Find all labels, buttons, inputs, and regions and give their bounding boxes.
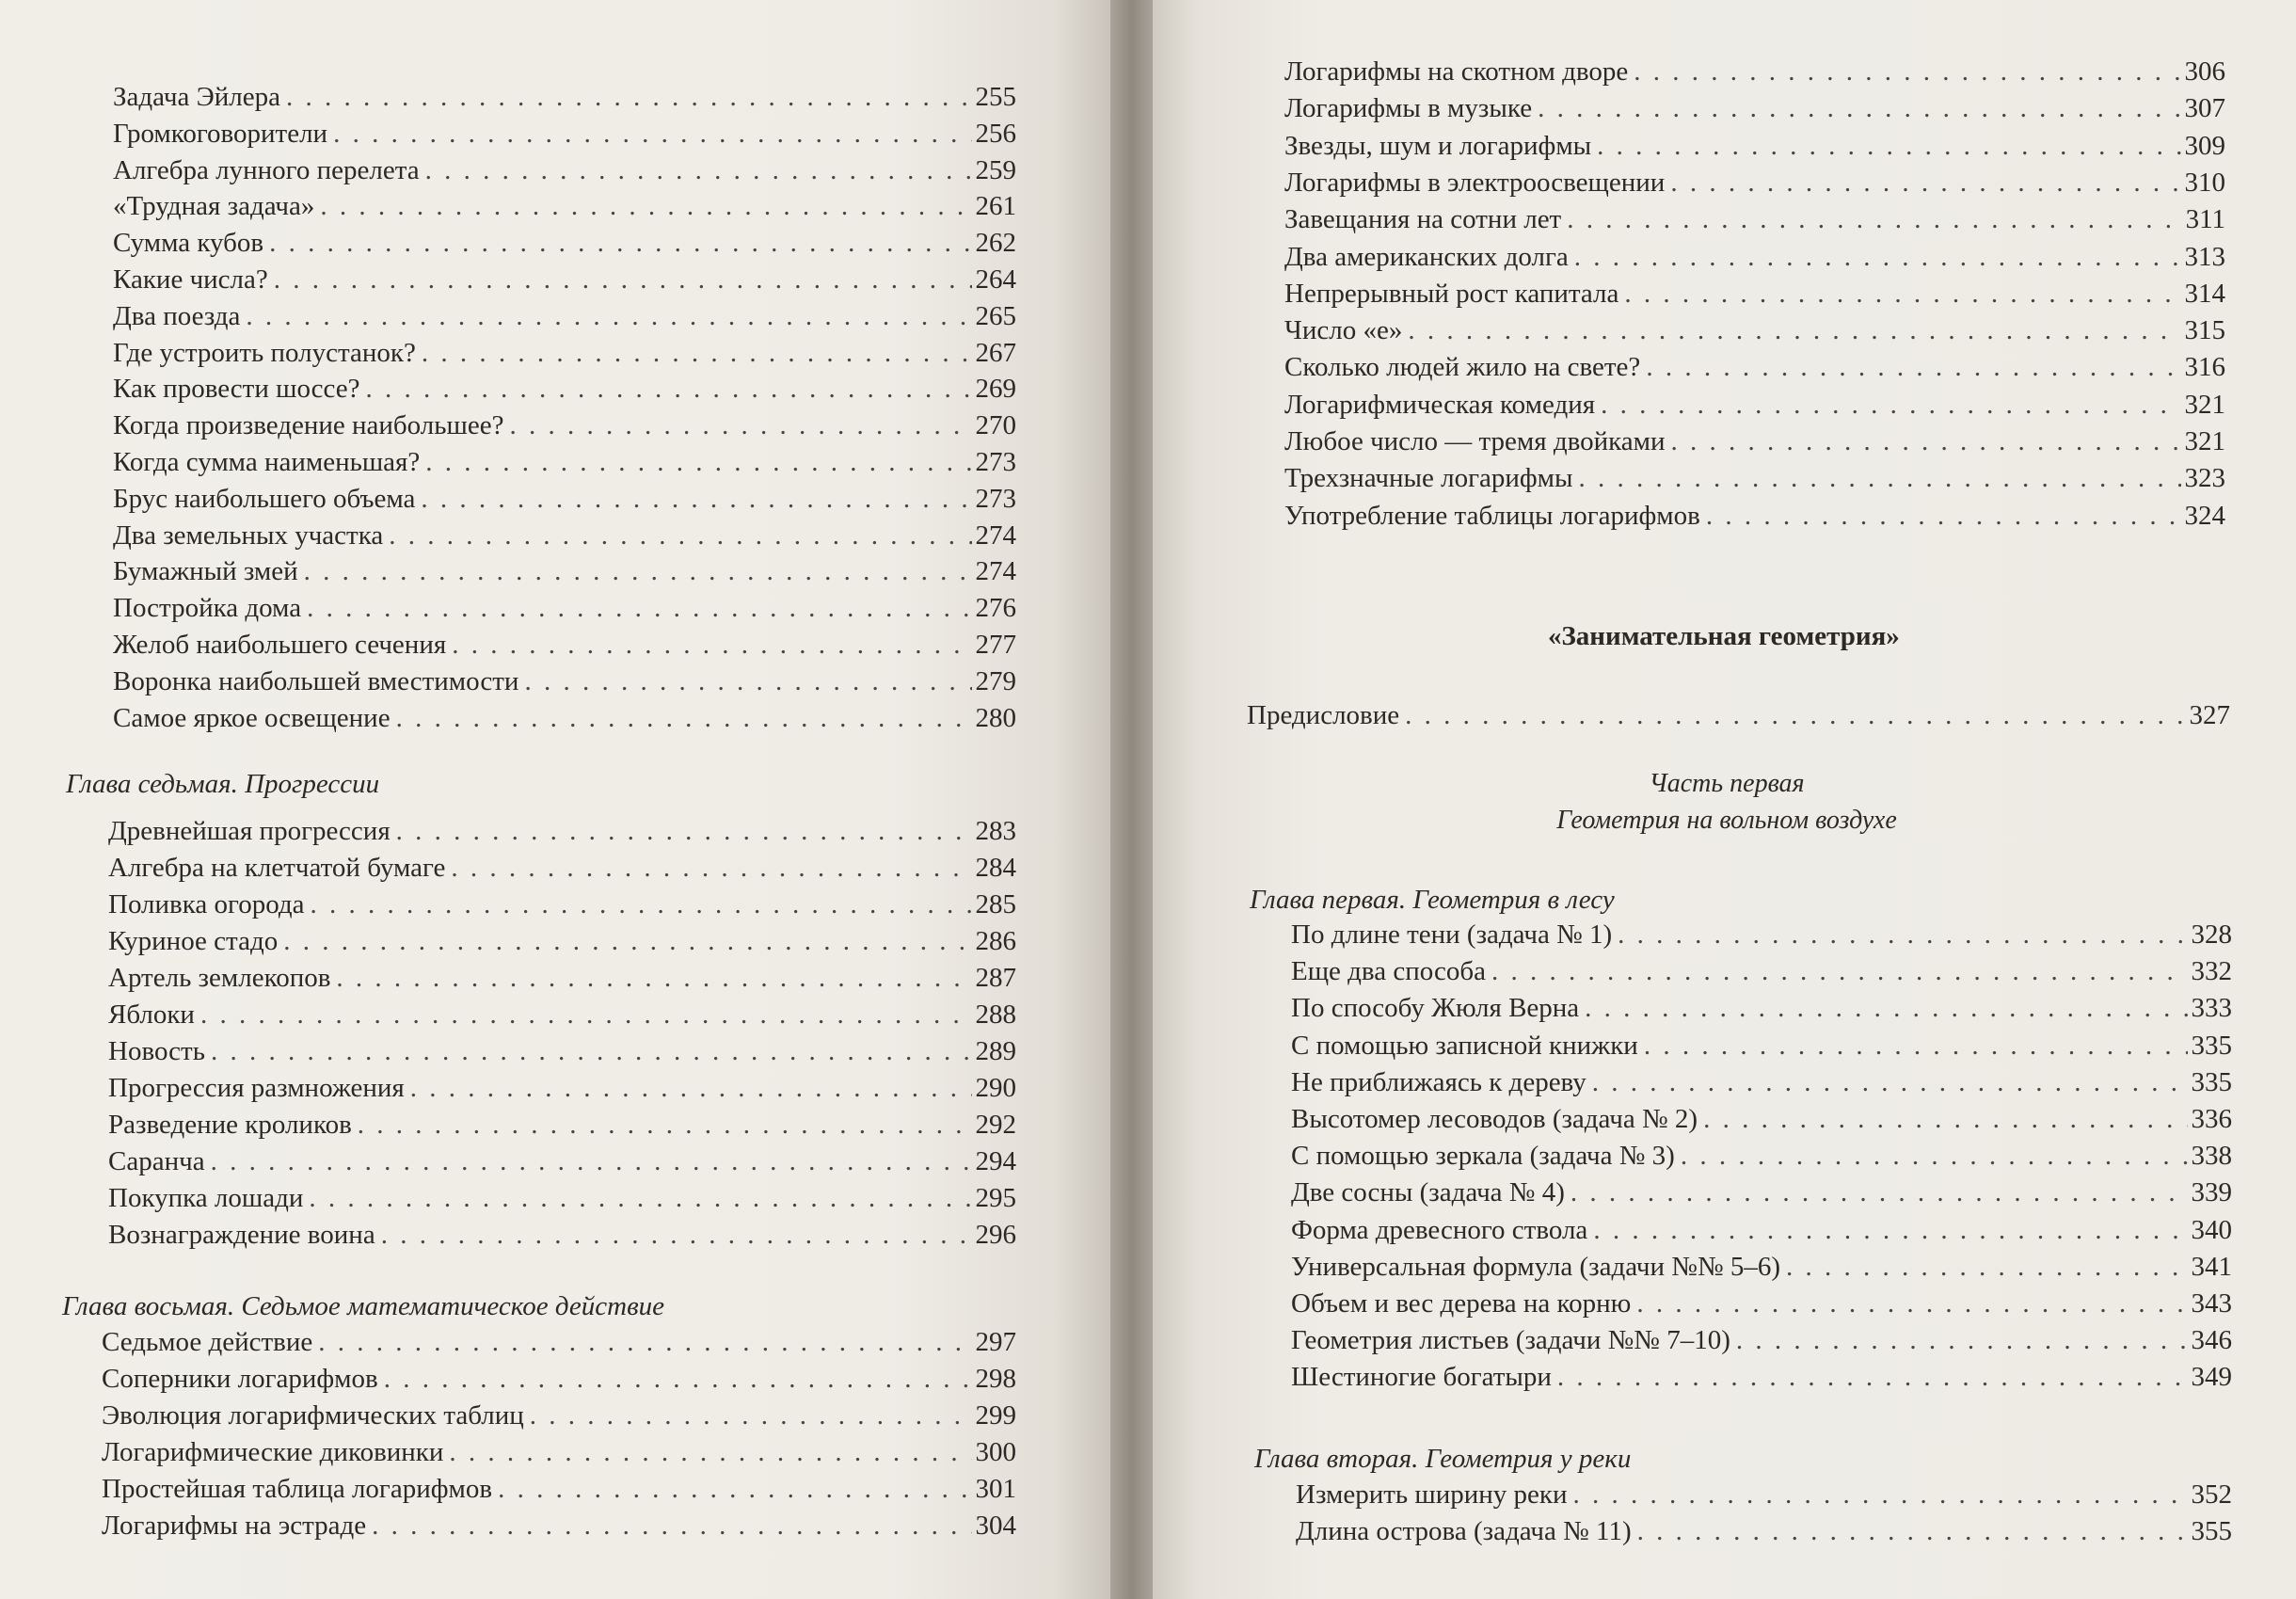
- toc-entry: [1284, 202, 2225, 236]
- toc-entry: [113, 445, 1016, 479]
- toc-entry: [1291, 1102, 2232, 1136]
- toc-entry-page-number: 333: [2191, 993, 2232, 1024]
- dot-leader: [269, 226, 971, 260]
- toc-entry: [1291, 1323, 2232, 1357]
- toc-entry-title: Объем и вес дерева на корню: [1291, 1288, 1632, 1319]
- toc-entry: [102, 1472, 1016, 1506]
- dot-leader: [336, 961, 971, 995]
- toc-entry-page-number: 270: [975, 410, 1016, 441]
- toc-entry-title: Соперники логарифмов: [102, 1364, 378, 1394]
- toc-entry-page-number: 307: [2184, 93, 2225, 124]
- toc-entry-page-number: 316: [2184, 352, 2225, 383]
- toc-entry-title: Два поезда: [113, 300, 241, 331]
- toc-entry-page-number: 274: [975, 556, 1016, 587]
- toc-entry: [102, 1325, 1016, 1359]
- toc-entry: [113, 189, 1016, 223]
- toc-entry-page-number: 274: [975, 520, 1016, 551]
- toc-entry-page-number: 265: [975, 300, 1016, 331]
- toc-entry-page-number: 284: [975, 853, 1016, 883]
- toc-entry-page-number: 261: [975, 191, 1016, 222]
- toc-entry: [1284, 388, 2225, 422]
- toc-entry: [113, 664, 1016, 698]
- toc-entry-title: Сумма кубов: [113, 228, 264, 259]
- dot-leader: [530, 1399, 972, 1432]
- dot-leader: [1670, 166, 2180, 200]
- toc-entry-page-number: 287: [975, 963, 1016, 993]
- toc-entry-page-number: 292: [975, 1110, 1016, 1140]
- dot-leader: [1644, 1029, 2188, 1063]
- toc-entry-page-number: 352: [2191, 1479, 2232, 1510]
- toc-entry-title: Куриное стадо: [108, 926, 279, 956]
- toc-entry: [1291, 1250, 2232, 1284]
- toc-entry-page-number: 255: [975, 82, 1016, 112]
- toc-entry-page-number: 340: [2191, 1214, 2232, 1245]
- toc-entry-page-number: 269: [975, 374, 1016, 405]
- dot-leader: [1597, 129, 2180, 163]
- dot-leader: [389, 519, 971, 552]
- toc-entry: [108, 998, 1016, 1031]
- toc-entry-title: Употребление таблицы логарифмов: [1284, 500, 1700, 531]
- toc-entry-page-number: 311: [2185, 204, 2225, 235]
- toc-entry-title: Яблоки: [108, 999, 195, 1030]
- dot-leader: [358, 1108, 972, 1142]
- toc-entry-title: Две сосны (задача № 4): [1291, 1177, 1565, 1208]
- dot-leader: [1574, 240, 2181, 274]
- toc-entry-title: По способу Жюля Верна: [1291, 993, 1580, 1024]
- toc-entry: [102, 1362, 1016, 1396]
- toc-entry: [1296, 1514, 2232, 1548]
- toc-entry: [108, 1218, 1016, 1252]
- toc-entry: [108, 814, 1016, 848]
- toc-entry-page-number: 273: [975, 447, 1016, 477]
- toc-entry: [113, 482, 1016, 516]
- toc-entry: [1291, 1213, 2232, 1247]
- toc-entry: [1291, 1139, 2232, 1173]
- chapter-heading: Глава седьмая. Прогрессии: [66, 769, 380, 799]
- toc-entry-title: Логарифмическая комедия: [1284, 389, 1596, 420]
- toc-entry-title: Вознаграждение воина: [108, 1220, 375, 1250]
- toc-entry: [102, 1435, 1016, 1469]
- toc-entry-title: Алгебра на клетчатой бумаге: [108, 853, 446, 883]
- toc-entry: [1284, 499, 2225, 533]
- dot-leader: [333, 117, 971, 151]
- dot-leader: [1706, 499, 2181, 533]
- toc-entry: [1284, 350, 2225, 384]
- toc-entry-title: Два земельных участка: [113, 520, 384, 551]
- toc-entry: [113, 554, 1016, 588]
- toc-entry: [113, 299, 1016, 333]
- dot-leader: [1593, 1213, 2187, 1247]
- toc-entry: [1247, 698, 2230, 732]
- dot-leader: [1571, 1175, 2188, 1209]
- toc-entry: [1284, 91, 2225, 125]
- toc-entry-title: Измерить ширину реки: [1296, 1479, 1568, 1510]
- toc-entry-title: Какие числа?: [113, 264, 268, 295]
- toc-entry: [1291, 1360, 2232, 1394]
- toc-entry-page-number: 355: [2191, 1516, 2232, 1546]
- toc-entry-title: Громкоговорители: [113, 118, 328, 149]
- toc-entry-page-number: 279: [975, 665, 1016, 696]
- toc-entry: [113, 591, 1016, 625]
- dot-leader: [1703, 1102, 2187, 1136]
- toc-entry: [108, 851, 1016, 885]
- book-title: «Занимательная геометрия»: [1548, 621, 1900, 651]
- dot-leader: [320, 189, 971, 223]
- toc-entry-title: Сколько людей жило на свете?: [1284, 352, 1641, 383]
- dot-leader: [274, 263, 972, 296]
- toc-entry-title: Новость: [108, 1036, 205, 1066]
- toc-entry-page-number: 276: [975, 593, 1016, 624]
- dot-leader: [410, 1071, 972, 1105]
- toc-entry-page-number: 314: [2184, 278, 2225, 309]
- dot-leader: [200, 998, 972, 1031]
- dot-leader: [1538, 91, 2180, 125]
- toc-entry-page-number: 313: [2184, 241, 2225, 272]
- toc-entry: [1291, 1287, 2232, 1320]
- toc-entry-page-number: 259: [975, 154, 1016, 185]
- toc-entry-page-number: 321: [2184, 389, 2225, 420]
- book-gutter: [1110, 0, 1153, 1599]
- toc-entry-title: Логарифмы на эстраде: [102, 1511, 367, 1541]
- dot-leader: [1624, 277, 2180, 311]
- toc-entry-page-number: 335: [2191, 1030, 2232, 1061]
- dot-leader: [372, 1509, 971, 1543]
- toc-entry-title: Эволюция логарифмических таблиц: [102, 1400, 524, 1431]
- toc-entry: [113, 226, 1016, 260]
- toc-entry-page-number: 264: [975, 264, 1016, 295]
- dot-leader: [1618, 918, 2187, 951]
- dot-leader: [381, 1218, 972, 1252]
- dot-leader: [310, 887, 971, 921]
- toc-entry-page-number: 256: [975, 118, 1016, 149]
- toc-entry-title: Задача Эйлера: [113, 82, 280, 112]
- toc-entry-page-number: 324: [2184, 500, 2225, 531]
- toc-entry-title: Прогрессия размножения: [108, 1073, 405, 1103]
- dot-leader: [307, 591, 971, 625]
- toc-entry-title: Бумажный змей: [113, 556, 298, 587]
- dot-leader: [1637, 1514, 2188, 1548]
- toc-entry: [1296, 1478, 2232, 1511]
- toc-entry-page-number: 296: [975, 1220, 1016, 1250]
- toc-entry: [108, 1144, 1016, 1178]
- toc-entry: [1284, 240, 2225, 274]
- toc-entry: [1291, 991, 2232, 1025]
- toc-entry-title: Число «е»: [1284, 315, 1403, 346]
- toc-entry-title: Когда произведение наибольшее?: [113, 410, 504, 441]
- dot-leader: [1557, 1360, 2188, 1394]
- toc-entry-page-number: 304: [975, 1511, 1016, 1541]
- toc-entry-title: Разведение кроликов: [108, 1110, 352, 1140]
- toc-entry: [1291, 918, 2232, 951]
- toc-entry-title: Форма древесного ствола: [1291, 1214, 1588, 1245]
- toc-entry: [1291, 1065, 2232, 1099]
- toc-entry-title: Где устроить полустанок?: [113, 337, 416, 368]
- toc-entry: [1284, 313, 2225, 347]
- dot-leader: [425, 445, 971, 479]
- toc-entry: [113, 701, 1016, 735]
- toc-entry-title: Непрерывный рост капитала: [1284, 278, 1619, 309]
- toc-entry-title: Два американских долга: [1284, 241, 1569, 272]
- toc-entry-page-number: 288: [975, 999, 1016, 1030]
- toc-entry-title: Саранча: [108, 1146, 205, 1176]
- toc-entry-page-number: 332: [2191, 956, 2232, 987]
- toc-entry-title: Простейшая таблица логарифмов: [102, 1474, 493, 1504]
- toc-entry-page-number: 289: [975, 1036, 1016, 1066]
- dot-leader: [498, 1472, 971, 1506]
- toc-entry-page-number: 286: [975, 926, 1016, 956]
- toc-entry: [108, 1071, 1016, 1105]
- dot-leader: [1567, 202, 2181, 236]
- toc-entry: [102, 1509, 1016, 1543]
- toc-entry-title: Алгебра лунного перелета: [113, 154, 420, 185]
- toc-entry: [1284, 424, 2225, 458]
- dot-leader: [396, 814, 972, 848]
- toc-entry-title: Воронка наибольшей вместимости: [113, 665, 519, 696]
- toc-entry-page-number: 290: [975, 1073, 1016, 1103]
- toc-entry-page-number: 328: [2191, 919, 2232, 950]
- dot-leader: [318, 1325, 971, 1359]
- toc-entry-page-number: 343: [2191, 1288, 2232, 1319]
- toc-entry-title: С помощью записной книжки: [1291, 1030, 1638, 1061]
- toc-entry-title: «Трудная задача»: [113, 191, 315, 222]
- toc-entry: [113, 80, 1016, 114]
- toc-entry: [108, 1108, 1016, 1142]
- toc-entry-page-number: 300: [975, 1437, 1016, 1467]
- toc-entry: [1284, 277, 2225, 311]
- chapter-heading: Глава вторая. Геометрия у реки: [1254, 1444, 1632, 1474]
- toc-entry: [113, 263, 1016, 296]
- toc-entry-title: Логарифмы на скотном дворе: [1284, 56, 1629, 87]
- toc-entry-page-number: 297: [975, 1327, 1016, 1357]
- dot-leader: [283, 924, 971, 958]
- toc-entry-page-number: 315: [2184, 315, 2225, 346]
- toc-entry-page-number: 298: [975, 1364, 1016, 1394]
- dot-leader: [425, 153, 972, 187]
- dot-leader: [1736, 1323, 2188, 1357]
- dot-leader: [309, 1181, 971, 1215]
- toc-entry-title: Седьмое действие: [102, 1327, 313, 1357]
- toc-entry: [108, 1034, 1016, 1068]
- toc-entry-page-number: 336: [2191, 1104, 2232, 1134]
- dot-leader: [1646, 350, 2180, 384]
- toc-entry-title: Когда сумма наименьшая?: [113, 447, 421, 477]
- toc-entry-title: Древнейшая прогрессия: [108, 816, 391, 846]
- toc-entry-page-number: 306: [2184, 56, 2225, 87]
- toc-entry-page-number: 262: [975, 228, 1016, 259]
- chapter-heading: Глава восьмая. Седьмое математическое действие: [62, 1291, 665, 1321]
- toc-entry: [1291, 954, 2232, 988]
- toc-entry-title: Покупка лошади: [108, 1183, 304, 1213]
- left-page: [0, 0, 1110, 1599]
- dot-leader: [1408, 313, 2180, 347]
- toc-entry-page-number: 335: [2191, 1066, 2232, 1097]
- toc-entry-page-number: 267: [975, 337, 1016, 368]
- toc-entry: [113, 153, 1016, 187]
- dot-leader: [421, 482, 971, 516]
- toc-entry-page-number: 346: [2191, 1325, 2232, 1356]
- dot-leader: [449, 1435, 971, 1469]
- toc-entry: [113, 519, 1016, 552]
- toc-entry: [108, 887, 1016, 921]
- toc-entry: [113, 408, 1016, 442]
- toc-entry-page-number: 285: [975, 889, 1016, 919]
- toc-entry-title: По длине тени (задача № 1): [1291, 919, 1613, 950]
- toc-entry-title: Логарифмы в музыке: [1284, 93, 1533, 124]
- dot-leader: [451, 851, 971, 885]
- dot-leader: [246, 299, 971, 333]
- toc-entry-title: Длина острова (задача № 11): [1296, 1516, 1632, 1546]
- dot-leader: [396, 701, 972, 735]
- toc-entry-page-number: 280: [975, 702, 1016, 733]
- right-page: [1153, 0, 2296, 1599]
- dot-leader: [1786, 1250, 2187, 1284]
- dot-leader: [524, 664, 971, 698]
- toc-entry: [108, 1181, 1016, 1215]
- dot-leader: [1601, 388, 2180, 422]
- toc-entry-page-number: 309: [2184, 130, 2225, 161]
- toc-entry-title: Логарифмы в электроосвещении: [1284, 167, 1666, 198]
- dot-leader: [1405, 698, 2185, 732]
- toc-entry-page-number: 294: [975, 1146, 1016, 1176]
- toc-entry-page-number: 310: [2184, 167, 2225, 198]
- dot-leader: [452, 628, 971, 662]
- toc-entry-title: Самое яркое освещение: [113, 702, 391, 733]
- toc-entry-page-number: 327: [2189, 700, 2230, 730]
- toc-entry-title: Любое число — тремя двойками: [1284, 426, 1666, 456]
- toc-entry: [108, 961, 1016, 995]
- toc-entry-title: Завещания на сотни лет: [1284, 204, 1562, 235]
- toc-entry: [113, 117, 1016, 151]
- dot-leader: [366, 372, 972, 406]
- dot-leader: [1579, 461, 2181, 495]
- toc-entry-page-number: 321: [2184, 426, 2225, 456]
- dot-leader: [1585, 991, 2187, 1025]
- dot-leader: [1636, 1287, 2187, 1320]
- toc-entry-title: Геометрия листьев (задачи №№ 7–10): [1291, 1325, 1730, 1356]
- toc-entry-page-number: 299: [975, 1400, 1016, 1431]
- toc-entry: [1284, 129, 2225, 163]
- toc-entry-title: Не приближаясь к дереву: [1291, 1066, 1586, 1097]
- part-title: Геометрия на вольном воздухе: [1556, 806, 1897, 835]
- dot-leader: [1671, 424, 2181, 458]
- chapter-heading: Глава первая. Геометрия в лесу: [1250, 885, 1615, 915]
- dot-leader: [422, 336, 972, 370]
- toc-entry-title: С помощью зеркала (задача № 3): [1291, 1141, 1675, 1172]
- toc-entry-page-number: 273: [975, 483, 1016, 514]
- toc-entry: [1284, 461, 2225, 495]
- dot-leader: [211, 1034, 972, 1068]
- toc-entry-title: Высотомер лесоводов (задача № 2): [1291, 1104, 1698, 1134]
- dot-leader: [1634, 55, 2180, 88]
- toc-entry-title: Трехзначные логарифмы: [1284, 463, 1573, 494]
- dot-leader: [1491, 954, 2188, 988]
- toc-entry-title: Предисловие: [1247, 700, 1400, 730]
- toc-entry-title: Постройка дома: [113, 593, 302, 624]
- toc-entry-title: Поливка огорода: [108, 889, 305, 919]
- toc-entry-page-number: 323: [2184, 463, 2225, 494]
- toc-entry-title: Желоб наибольшего сечения: [113, 630, 447, 660]
- toc-entry: [108, 924, 1016, 958]
- toc-entry: [113, 336, 1016, 370]
- toc-entry-page-number: 301: [975, 1474, 1016, 1504]
- toc-entry-title: Шестиногие богатыри: [1291, 1362, 1552, 1393]
- toc-entry: [113, 372, 1016, 406]
- dot-leader: [211, 1144, 972, 1178]
- toc-entry: [1284, 166, 2225, 200]
- dot-leader: [509, 408, 971, 442]
- toc-entry-title: Логарифмические диковинки: [102, 1437, 444, 1467]
- dot-leader: [1681, 1139, 2188, 1173]
- toc-entry-page-number: 341: [2191, 1251, 2232, 1282]
- toc-entry: [1284, 55, 2225, 88]
- toc-entry-title: Еще два способа: [1291, 956, 1486, 987]
- toc-entry-page-number: 339: [2191, 1177, 2232, 1208]
- toc-entry: [1291, 1175, 2232, 1209]
- toc-entry-page-number: 283: [975, 816, 1016, 846]
- toc-entry-title: Звезды, шум и логарифмы: [1284, 130, 1592, 161]
- toc-entry-title: Брус наибольшего объема: [113, 483, 416, 514]
- toc-entry-title: Артель землекопов: [108, 963, 331, 993]
- toc-entry-title: Как провести шоссе?: [113, 374, 360, 405]
- toc-entry-page-number: 295: [975, 1183, 1016, 1213]
- toc-entry-page-number: 277: [975, 630, 1016, 660]
- dot-leader: [1592, 1065, 2188, 1099]
- toc-entry: [102, 1399, 1016, 1432]
- dot-leader: [1573, 1478, 2188, 1511]
- part-label: Часть первая: [1649, 769, 1805, 798]
- toc-entry: [113, 628, 1016, 662]
- dot-leader: [286, 80, 972, 114]
- toc-entry: [1291, 1029, 2232, 1063]
- toc-entry-title: Универсальная формула (задачи №№ 5–6): [1291, 1251, 1781, 1282]
- toc-entry-page-number: 349: [2191, 1362, 2232, 1393]
- dot-leader: [384, 1362, 972, 1396]
- toc-entry-page-number: 338: [2191, 1141, 2232, 1172]
- dot-leader: [304, 554, 972, 588]
